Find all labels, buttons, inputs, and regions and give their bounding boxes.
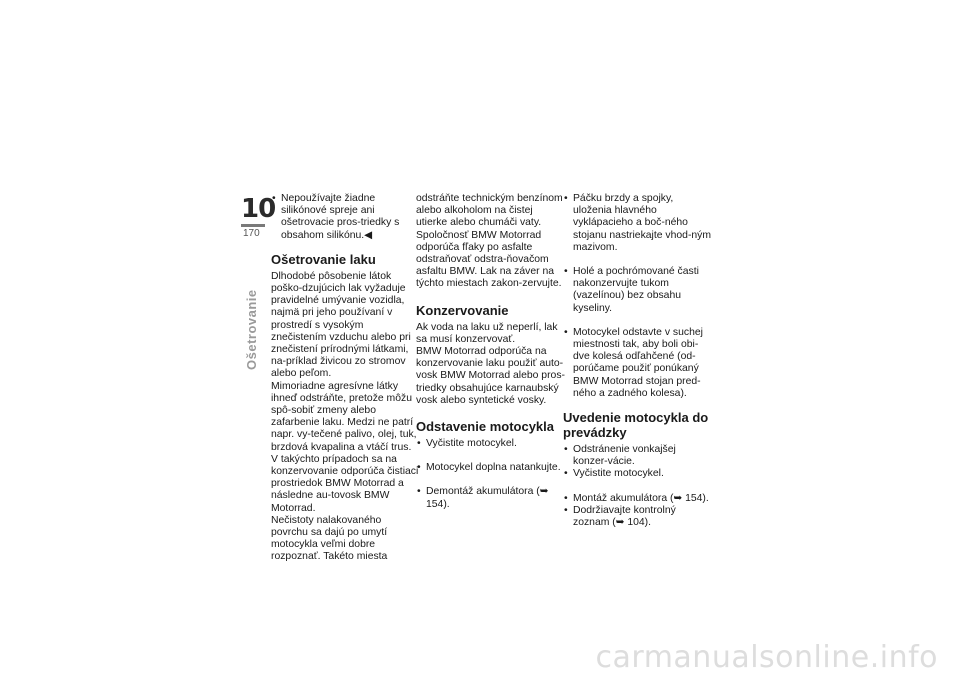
paragraph: Dlhodobé pôsobenie látok poško-dzujúcich lak vyžaduje pravidelné umývanie vozidla, najmä pri jeho používaní v prostredí s vysokým znečistením vzduchu alebo pri znečistení prírodnými látkami, na-príklad živicou zo stromov alebo peľom. — [271, 270, 411, 380]
list-item: • Odstránenie vonkajšej konzer-vácie. — [563, 444, 713, 468]
chapter-title-vertical: Ošetrovanie — [244, 289, 259, 370]
bullet-list-storing — [416, 438, 566, 511]
list-item: • Vyčistite motocykel. — [416, 438, 566, 450]
column-2 — [416, 193, 566, 511]
chapter-number: 10 — [241, 194, 276, 224]
heading-putting-into-operation: Uvedenie motocykla do prevádzky — [563, 410, 709, 441]
list-item: • Montáž akumulátora (➥ 154). — [563, 493, 713, 505]
list-item: • Motocykel odstavte v suchej miestnosti tak, aby boli obi-dve kolesá odľahčené (od-porúčame použiť ponúkaný BMW Motorrad stojan pred-ného a zadného kolesa). — [563, 327, 713, 400]
list-item: • Nepoužívajte žiadne silikónové spreje ani ošetrovacie pros-triedky s obsahom silikónu.◀ — [271, 193, 421, 242]
paragraph: Nečistoty nalakovaného povrchu sa dajú po umytí motocykla veľmi dobre rozpoznať. Takéto miesta — [271, 514, 388, 563]
heading-storing-motorcycle: Odstavenie motocykla — [416, 419, 554, 435]
page-number: 170 — [243, 228, 260, 239]
chapter-divider — [241, 224, 265, 227]
bullet-list-operation — [563, 444, 713, 529]
list-item: • Vyčistite motocykel. — [563, 468, 713, 480]
bullet-list-storing-continued — [563, 193, 713, 400]
heading-preservation: Konzervovanie — [416, 302, 509, 318]
list-item: • Holé a pochrómované časti nakonzervujte tukom (vazelínou) bez obsahu kyseliny. — [563, 266, 713, 315]
list-item: • Motocykel doplna natankujte. — [416, 462, 566, 474]
heading-paint-care: Ošetrovanie laku — [271, 251, 376, 267]
paragraph: Ak voda na laku už neperlí, lak sa musí konzervovať. — [416, 321, 558, 345]
watermark-text: carmanualsonline.info — [595, 640, 938, 675]
paragraph: BMW Motorrad odporúča na konzervovanie laku použiť auto-vosk BMW Motorrad alebo pros-triedky obsahujúce karnaubský vosk alebo syntetické vosky. — [416, 346, 565, 406]
list-item: • Dodržiavajte kontrolný zoznam (➥ 104). — [563, 505, 713, 529]
list-item: • Demontáž akumulátora (➥ 154). — [416, 486, 566, 510]
paragraph: odstráňte technickým benzínom alebo alkoholom na čistej utierke alebo chumáči vaty. Spoločnosť BMW Motorrad odporúča fľaky po asfalte odstraňovať odstra-ňovačom asfaltu BMW. Lak na záver na týchto miestach zakon-zervujte. — [416, 193, 563, 290]
list-item: • Páčku brzdy a spojky, uloženia hlavného vyklápacieho a boč-ného stojanu nastriekajte vhod-ným mazivom. — [563, 193, 713, 254]
column-3 — [563, 193, 713, 529]
bullet-list-silicone — [271, 193, 421, 242]
paragraph: Mimoriadne agresívne látky ihneď odstráňte, pretože môžu spô-sobiť zmeny alebo zafarbenie laku. Medzi ne patrí napr. vy-tečené palivo, olej, tuk, brzdová kvapalina a vtáčí trus. V takýchto prípadoch sa na konzervovanie odporúča čistiaci prostriedok BMW Motorrad a následne au-tovosk BMW Motorrad. — [271, 380, 419, 514]
column-1 — [271, 193, 421, 564]
